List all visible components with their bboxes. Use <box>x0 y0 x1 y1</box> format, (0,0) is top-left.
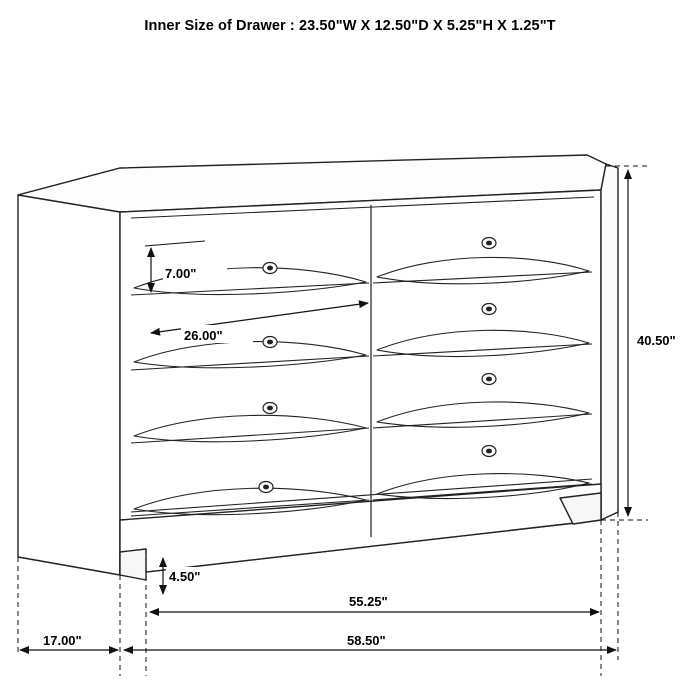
knob-r3[interactable] <box>482 374 496 385</box>
label-total-height: 40.50" <box>637 333 676 348</box>
knob-r1[interactable] <box>482 238 496 249</box>
left-foot <box>120 549 146 580</box>
label-total-width: 58.50" <box>347 633 386 648</box>
label-drawer-width: 26.00" <box>184 328 223 343</box>
page-title: Inner Size of Drawer : 23.50"W X 12.50"D X 5.25"H X 1.25"T <box>144 18 556 34</box>
knob-l2[interactable] <box>263 337 277 348</box>
knob-l1[interactable] <box>263 263 277 274</box>
knob-l3[interactable] <box>263 403 277 414</box>
dresser-body <box>18 155 618 580</box>
label-depth: 17.00" <box>43 633 82 648</box>
label-case-width: 55.25" <box>349 594 388 609</box>
knob-l4[interactable] <box>259 482 273 493</box>
knob-r4[interactable] <box>482 446 496 457</box>
knob-r2[interactable] <box>482 304 496 315</box>
right-side-panel <box>601 164 618 520</box>
label-leg-height: 4.50" <box>169 569 201 584</box>
label-drawer-height: 7.00" <box>165 266 197 281</box>
left-side-panel <box>18 168 120 575</box>
